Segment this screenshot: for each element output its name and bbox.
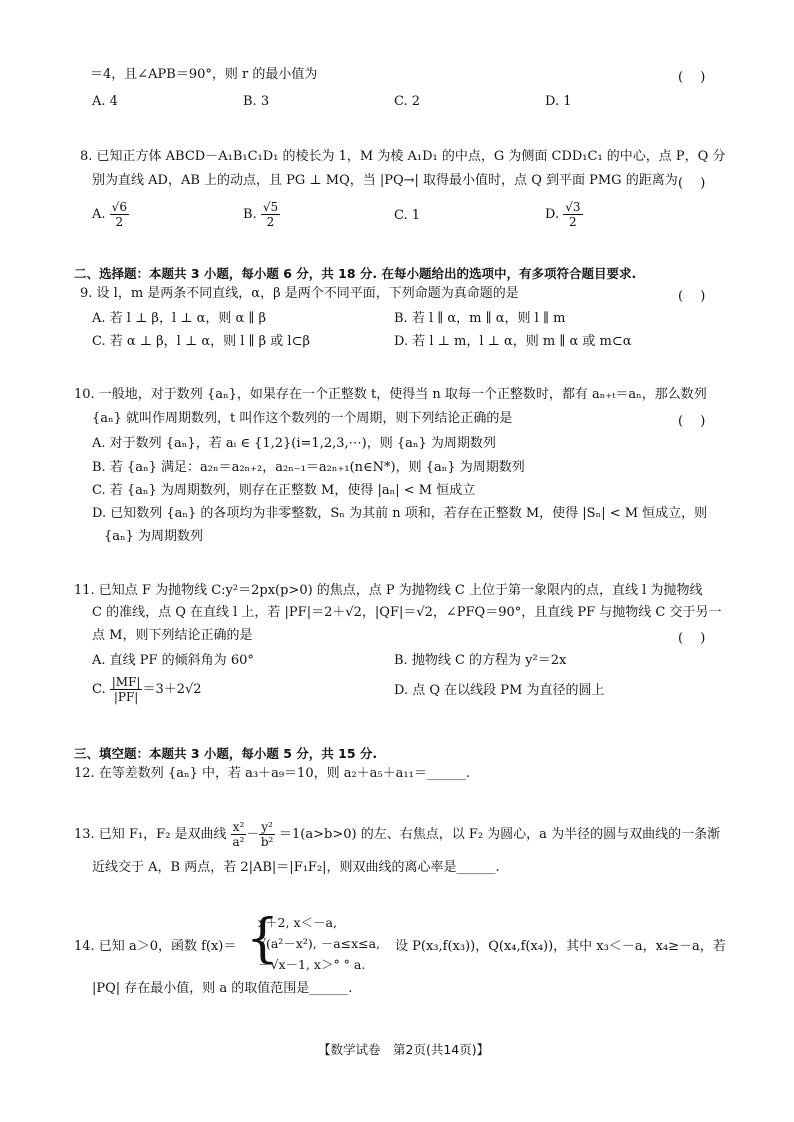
q13-minus: － xyxy=(246,827,260,842)
q14-piece-1: x＋2, x＜－a, xyxy=(258,915,337,930)
q8-option-b xyxy=(243,200,280,229)
fraction-denominator: 2 xyxy=(266,215,275,229)
q11-line1: 11. 已知点 F 为抛物线 C:y²＝2px(p>0) 的焦点，点 P 为抛物线 C 上位于第一象限内的点，直线 l 为抛物线 xyxy=(74,583,703,598)
q8-option-d xyxy=(545,200,583,229)
q8-option-a xyxy=(92,200,129,229)
q9-option-d: D. 若 l ⊥ m，l ⊥ α，则 m ∥ α 或 m⊂α xyxy=(394,334,632,349)
fraction-denominator: 2 xyxy=(115,215,124,229)
fraction-denominator: b² xyxy=(260,835,274,849)
q10-option-b: B. 若 {aₙ} 满足：a₂ₙ＝a₂ₙ₊₂，a₂ₙ₋₁＝a₂ₙ₊₁(n∈N*)，则 {aₙ} 为周期数列 xyxy=(92,460,525,475)
q9-paren: ( ) xyxy=(678,289,706,304)
q8-option-b-fraction xyxy=(261,200,280,229)
q11-option-b: B. 抛物线 C 的方程为 y²＝2x xyxy=(394,653,567,668)
fraction-numerator: x² xyxy=(232,820,245,834)
q7-option-a: A. 4 xyxy=(92,94,118,109)
q14-piece-2: √(a²－x²), －a≤x≤a, xyxy=(258,936,381,951)
q8-paren: ( ) xyxy=(678,176,706,191)
q9-option-b: B. 若 l ∥ α，m ∥ α，则 l ∥ m xyxy=(394,311,566,326)
q8-option-a-label: A. xyxy=(92,207,106,222)
q7-option-b: B. 3 xyxy=(243,94,270,109)
fraction-numerator: √3 xyxy=(565,200,581,214)
fraction-denominator: a² xyxy=(232,835,245,849)
q8-option-b-label: B. xyxy=(243,207,257,222)
q13-fraction-y xyxy=(259,820,275,849)
q10-option-d-line1: D. 已知数列 {aₙ} 的各项均为非零整数，Sₙ 为其前 n 项和，若存在正整数 M，使得 |Sₙ| < M 恒成立，则 xyxy=(92,506,708,521)
q13-line1 xyxy=(74,820,720,849)
q14-piecewise-brace: { xyxy=(246,909,280,969)
q9-option-a: A. 若 l ⊥ β，l ⊥ α，则 α ∥ β xyxy=(92,311,267,326)
q8-option-d-fraction xyxy=(563,200,582,229)
q11-option-c-label: C. xyxy=(92,682,106,697)
q10-line2: {aₙ} 就叫作周期数列，t 叫作这个数列的一个周期，则下列结论正确的是 xyxy=(92,411,513,426)
q11-paren: ( ) xyxy=(678,631,706,646)
q14-line2: |PQ| 存在最小值，则 a 的取值范围是______. xyxy=(92,981,353,996)
page-footer: 【数学试卷 第2页(共14页)】 xyxy=(318,1042,490,1057)
q11-option-a: A. 直线 PF 的倾斜角为 60° xyxy=(92,653,254,668)
q11-line3: 点 M，则下列结论正确的是 xyxy=(92,628,253,643)
q10-option-d-line2: {aₙ} 为周期数列 xyxy=(104,529,204,544)
q14-rest: 设 P(x₃,f(x₃))，Q(x₄,f(x₄))，其中 x₃＜－a，x₄≥－a，若 xyxy=(395,939,726,954)
q14-piece-3: －√x－1, x＞° ° a. xyxy=(258,957,366,972)
q13-rest: ＝1(a>b>0) 的左、右焦点，以 F₂ 为圆心，a 为半径的圆与双曲线的一条渐 xyxy=(279,827,721,842)
q7-option-d: D. 1 xyxy=(545,94,572,109)
q13-line2: 近线交于 A，B 两点，若 2|AB|＝|F₁F₂|，则双曲线的离心率是______. xyxy=(92,860,500,875)
section-3-title: 三、填空题：本题共 3 小题，每小题 5 分，共 15 分. xyxy=(74,746,378,761)
fraction-numerator: √5 xyxy=(262,200,279,214)
fraction-numerator: y² xyxy=(261,820,273,834)
section-2-title: 二、选择题：本题共 3 小题，每小题 6 分，共 18 分. 在每小题给出的选项中，有多项符合题目要求. xyxy=(74,266,637,281)
q10-option-a: A. 对于数列 {aₙ}，若 aᵢ ∈ {1,2}(i=1,2,3,⋯)，则 {aₙ} 为周期数列 xyxy=(92,436,496,451)
q9-line1: 9. 设 l，m 是两条不同直线，α，β 是两个不同平面，下列命题为真命题的是 xyxy=(80,286,519,301)
q8-line1: 8. 已知正方体 ABCD－A₁B₁C₁D₁ 的棱长为 1，M 为棱 A₁D₁ 的中点，G 为侧面 CDD₁C₁ 的中心，点 P，Q 分 xyxy=(80,149,726,164)
q7-line1: ＝4，且∠APB＝90°，则 r 的最小值为 xyxy=(90,67,318,82)
q7-paren: ( ) xyxy=(678,70,706,85)
q10-paren: ( ) xyxy=(678,414,706,429)
fraction-denominator: |PF| xyxy=(113,690,139,704)
q8-option-a-fraction xyxy=(110,200,129,229)
q14-prefix: 14. 已知 a＞0，函数 f(x)＝ xyxy=(74,939,237,954)
q8-line2: 别为直线 AD，AB 上的动点，且 PG ⊥ MQ，当 |PQ→| 取得最小值时，点 Q 到平面 PMG 的距离为 xyxy=(92,173,678,188)
q9-option-c: C. 若 α ⊥ β，l ⊥ α，则 l ∥ β 或 l⊂β xyxy=(92,334,310,349)
fraction-numerator: |MF| xyxy=(111,675,141,689)
fraction-numerator: √6 xyxy=(111,200,127,214)
q11-option-c-rest: ＝3＋2√2 xyxy=(142,682,202,697)
q11-option-c-fraction xyxy=(110,675,143,704)
q10-line1: 10. 一般地，对于数列 {aₙ}，如果存在一个正整数 t，使得当 n 取每一个正整数时，都有 aₙ₊ₜ＝aₙ，那么数列 xyxy=(74,387,707,402)
q8-option-d-label: D. xyxy=(545,207,560,222)
q13-fraction-x xyxy=(231,820,247,849)
q13-prefix: 13. 已知 F₁，F₂ 是双曲线 xyxy=(74,827,227,842)
q11-line2: C 的准线，点 Q 在直线 l 上，若 |PF|＝2＋√2，|QF|＝√2，∠PFQ＝90°，且直线 PF 与抛物线 C 交于另一 xyxy=(92,605,722,620)
q10-option-c: C. 若 {aₙ} 为周期数列，则存在正整数 M，使得 |aₙ| < M 恒成立 xyxy=(92,483,476,498)
fraction-denominator: 2 xyxy=(569,215,577,229)
q11-option-c xyxy=(92,675,202,704)
q12-line1: 12. 在等差数列 {aₙ} 中，若 a₃＋a₉＝10，则 a₂＋a₅＋a₁₁＝______. xyxy=(74,766,470,781)
q7-option-c: C. 2 xyxy=(394,94,421,109)
q11-option-d: D. 点 Q 在以线段 PM 为直径的圆上 xyxy=(394,683,605,698)
q8-option-c: C. 1 xyxy=(394,208,421,223)
